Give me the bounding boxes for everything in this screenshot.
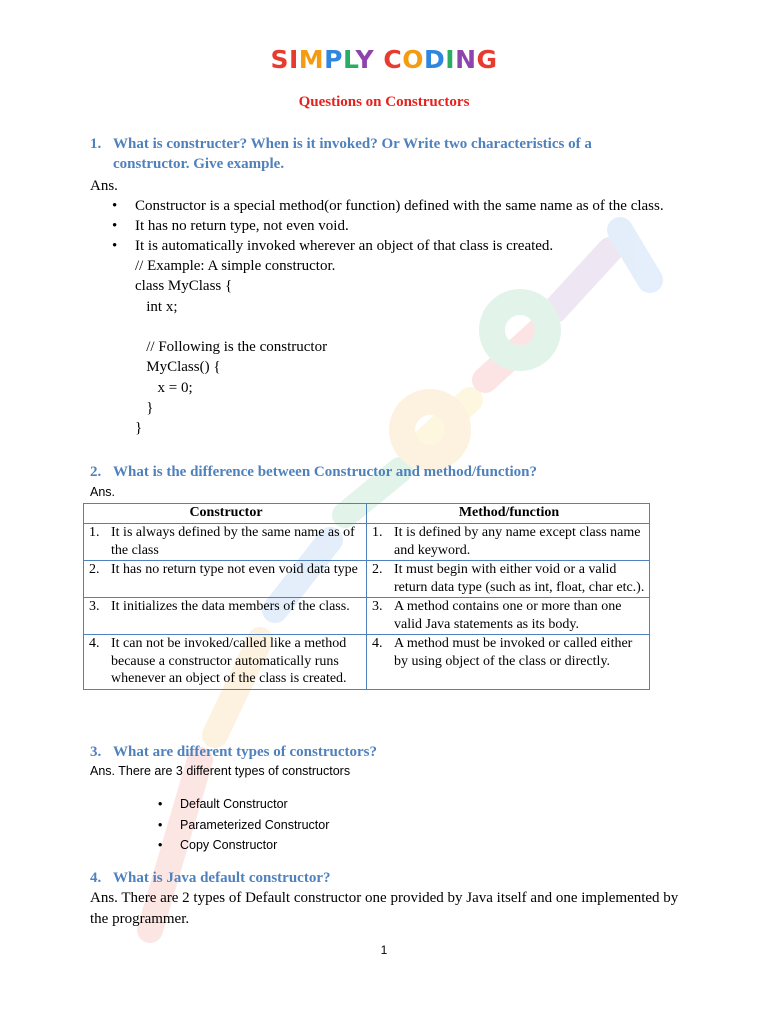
svg-text:SIMPLY CODING: SIMPLY CODING — [270, 45, 498, 74]
question-text: What is Java default constructor? — [113, 870, 331, 886]
table-row — [84, 635, 650, 690]
page-number: 1 — [380, 943, 388, 957]
constructor-types-list — [158, 794, 329, 856]
question-4-heading — [90, 868, 650, 888]
question-2-heading — [90, 462, 650, 482]
question-text: What is the difference between Constructor and method/function? — [113, 464, 538, 480]
table-row — [84, 561, 650, 598]
list-item: • It has no return type, not even void. — [112, 218, 349, 234]
question-text: What is constructer? When is it invoked? Or Write two characteristics of a constructor. Give example. — [113, 136, 592, 172]
table-cell: 3. A method contains one or more than one valid Java statements as its body. — [367, 598, 650, 635]
list-item: • It is automatically invoked wherever an object of that class is created. — [112, 238, 554, 254]
table-row — [84, 598, 650, 635]
question-number: 3. — [90, 744, 102, 760]
code-example: // Example: A simple constructor. class MyClass { int x; // Following is the constructor MyClass() { x = 0; } } — [135, 258, 336, 437]
table-cell: 3. It initializes the data members of the class. — [84, 598, 367, 635]
list-item: • Copy Constructor — [158, 838, 278, 852]
question-3-heading — [90, 742, 650, 762]
column-header: Method/function — [367, 504, 650, 524]
list-item: • Constructor is a special method(or function) defined with the same name as of the class. — [112, 198, 664, 214]
simply-coding-logo — [270, 42, 498, 76]
column-header: Constructor — [84, 504, 367, 524]
table-cell: 1. It is defined by any name except class name and keyword. — [367, 524, 650, 561]
answer-1-bullets — [112, 196, 664, 256]
table-cell: 4. It can not be invoked/called like a method because a constructor automatically runs whenever an object of the class is created. — [84, 635, 367, 690]
table-cell: 1. It is always defined by the same name as of the class — [84, 524, 367, 561]
table-cell: 2. It must begin with either void or a valid return data type (such as int, float, char etc.). — [367, 561, 650, 598]
page-title: Questions on Constructors — [298, 94, 470, 110]
list-item: • Default Constructor — [158, 797, 288, 811]
table-cell: 4. A method must be invoked or called either by using object of the class or directly. — [367, 635, 650, 690]
answer-label: Ans. — [90, 178, 118, 194]
question-number: 1. — [90, 136, 102, 152]
comparison-table — [83, 503, 650, 690]
answer-text: Ans. There are 2 types of Default constructor one provided by Java itself and one implemented by the programmer. — [90, 890, 679, 927]
answer-label: Ans. — [90, 485, 116, 499]
table-header-row — [84, 504, 650, 524]
question-number: 4. — [90, 870, 102, 886]
question-text: What are different types of constructors? — [113, 744, 377, 760]
question-number: 2. — [90, 464, 102, 480]
question-1-heading — [90, 134, 650, 174]
list-item: • Parameterized Constructor — [158, 817, 330, 832]
table-cell: 2. It has no return type not even void data type — [84, 561, 367, 598]
table-row — [84, 524, 650, 561]
answer-text: Ans. There are 3 different types of constructors — [90, 764, 351, 778]
